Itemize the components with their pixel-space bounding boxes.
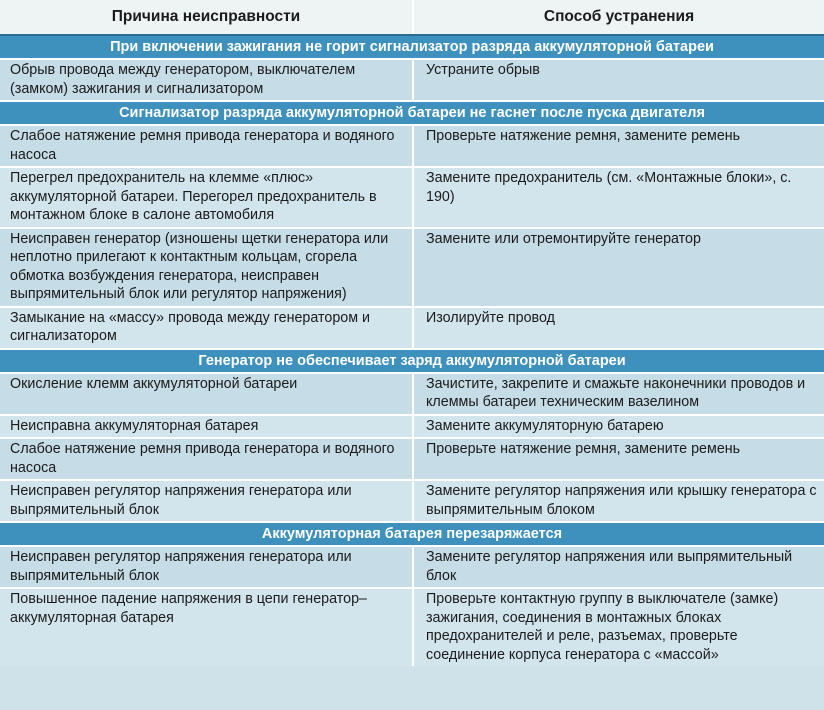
cause-column-header: Причина неисправности [0,0,413,35]
table-row [0,228,824,307]
section-header [0,101,824,125]
table-row [0,546,824,588]
fix-cell: Замените регулятор напряжения или выпрямительный блок [413,546,824,588]
cause-cell: Повышенное падение напряжения в цепи генератор–аккумуляторная батарея [0,588,413,666]
fix-cell: Проверьте натяжение ремня, замените ремень [413,438,824,480]
cause-cell: Неисправен регулятор напряжения генератора или выпрямительный блок [0,546,413,588]
cause-cell: Слабое натяжение ремня привода генератора и водяного насоса [0,125,413,167]
cause-cell: Перегрел предохранитель на клемме «плюс» аккумуляторной батареи. Перегорел предохранитель в монтажном блоке в салоне автомобиля [0,167,413,228]
section-title: Аккумуляторная батарея перезаряжается [0,522,824,546]
table-row [0,125,824,167]
cause-cell: Неисправен регулятор напряжения генератора или выпрямительный блок [0,480,413,522]
cause-cell: Окисление клемм аккумуляторной батареи [0,373,413,415]
table-header-row [0,0,824,35]
table-row [0,588,824,666]
cause-cell: Неисправен генератор (изношены щетки генератора или неплотно прилегают к контактным кольцам, сгорела обмотка возбуждения генератора, неисправен выпрямительный блок или регулятор напряжения) [0,228,413,307]
table-row [0,167,824,228]
fix-cell: Проверьте контактную группу в выключателе (замке) зажигания, соединения в монтажных блоках предохранителей и реле, разъемах, проверьте соединение корпуса генератора с «массой» [413,588,824,666]
section-title: При включении зажигания не горит сигнализатор разряда аккумуляторной батареи [0,35,824,59]
fix-column-header: Способ устранения [413,0,824,35]
table-row [0,438,824,480]
table-row [0,307,824,349]
fix-cell: Проверьте натяжение ремня, замените ремень [413,125,824,167]
section-title: Генератор не обеспечивает заряд аккумуляторной батареи [0,349,824,373]
fix-cell: Устраните обрыв [413,59,824,101]
cause-cell: Неисправна аккумуляторная батарея [0,415,413,439]
section-header [0,349,824,373]
cause-cell: Слабое натяжение ремня привода генератора и водяного насоса [0,438,413,480]
cause-cell: Замыкание на «массу» провода между генератором и сигнализатором [0,307,413,349]
table-row [0,415,824,439]
section-header [0,522,824,546]
fix-cell: Замените предохранитель (см. «Монтажные блоки», с. 190) [413,167,824,228]
fix-cell: Замените аккумуляторную батарею [413,415,824,439]
fix-cell: Замените регулятор напряжения или крышку генератора с выпрямительным блоком [413,480,824,522]
section-header [0,35,824,59]
fix-cell: Зачистите, закрепите и смажьте наконечники проводов и клеммы батареи техническим вазелином [413,373,824,415]
cause-cell: Обрыв провода между генератором, выключателем (замком) зажигания и сигнализатором [0,59,413,101]
table-row [0,373,824,415]
section-title: Сигнализатор разряда аккумуляторной батареи не гаснет после пуска двигателя [0,101,824,125]
fix-cell: Изолируйте провод [413,307,824,349]
table-row [0,59,824,101]
fix-cell: Замените или отремонтируйте генератор [413,228,824,307]
table-row [0,480,824,522]
